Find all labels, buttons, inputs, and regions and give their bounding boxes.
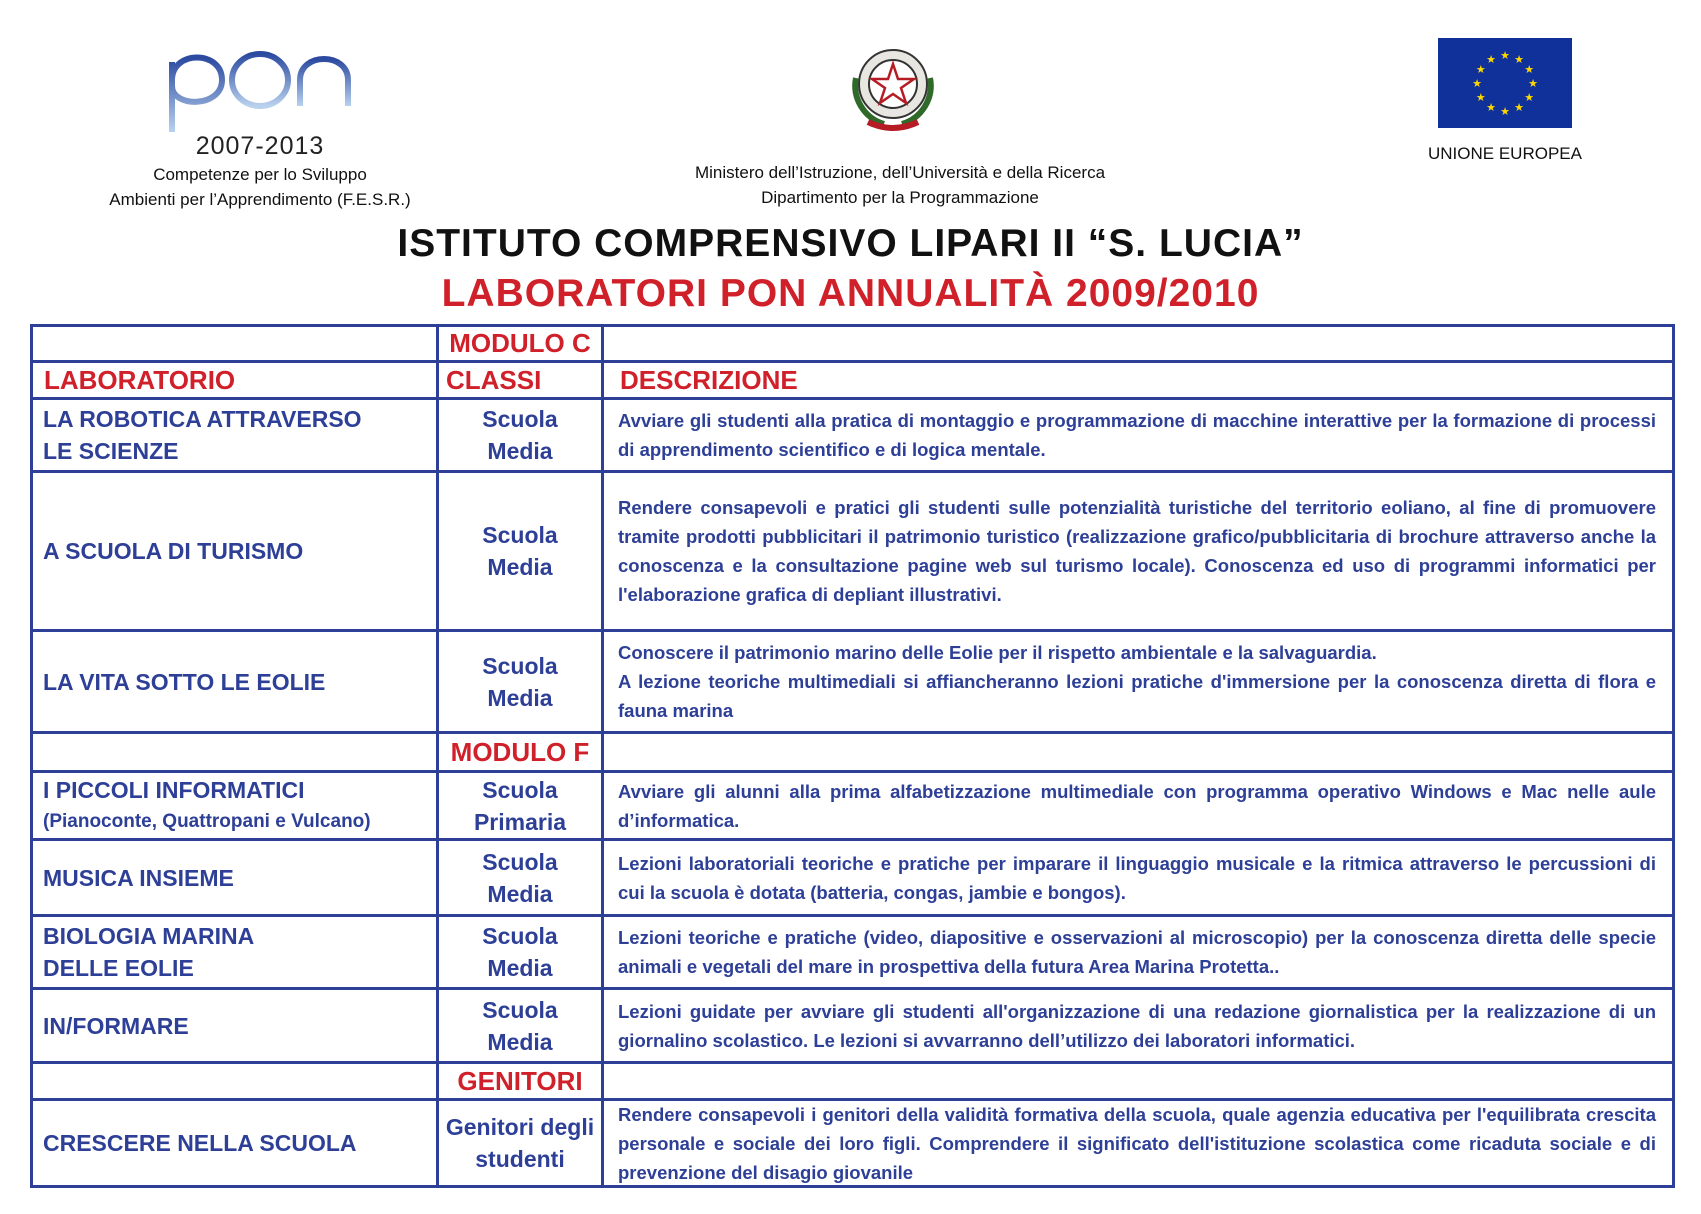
table-row-description (604, 990, 1672, 1061)
lab-name-line: DELLE EOLIE (43, 955, 194, 981)
class-line: Scuola (482, 406, 558, 432)
table-row-lab (33, 473, 436, 629)
labs-subtitle: LABORATORI PON ANNUALITÀ 2009/2010 (441, 272, 1260, 315)
class-line: Scuola (482, 776, 558, 803)
table-row-lab (33, 917, 436, 987)
school-title: ISTITUTO COMPRENSIVO LIPARI II “S. LUCIA” (397, 222, 1304, 265)
pon-logo-icon (160, 40, 360, 135)
table-row-class (439, 773, 601, 838)
eu-star-icon: ★ (1514, 102, 1524, 115)
table-row-description (604, 773, 1672, 838)
table-row-description (604, 473, 1672, 629)
table-row-class (439, 990, 601, 1061)
section-modulo-f: MODULO F (450, 736, 590, 767)
class-line: Scuola (482, 522, 558, 548)
table-row-description (604, 1101, 1672, 1185)
pon-line-1: Competenze per lo Sviluppo (153, 165, 367, 184)
table-row-description (604, 841, 1672, 914)
table-row-lab (33, 773, 436, 838)
table-row-class (439, 917, 601, 987)
description-text: Lezioni teoriche e pratiche (video, diapositive e osservazioni al microscopio) per la conoscenza diretta delle specie animali e vegetali del mare in prospettiva della futura Area Marina Protetta.. (618, 927, 1656, 977)
lab-name-line: LA VITA SOTTO LE EOLIE (43, 668, 326, 695)
column-header-laboratorio: LABORATORIO (44, 364, 236, 395)
eu-star-icon: ★ (1514, 53, 1524, 66)
lab-name-line: BIOLOGIA MARINA (43, 923, 255, 949)
class-line: Media (487, 1028, 553, 1055)
italian-emblem-icon (838, 38, 948, 138)
eu-star-icon: ★ (1524, 64, 1535, 76)
ministry-header (650, 38, 1150, 208)
column-header-classi: CLASSI (446, 364, 542, 395)
eu-star-icon: ★ (1475, 92, 1486, 104)
lab-name-line: LE SCIENZE (43, 438, 179, 464)
eu-label: UNIONE EUROPEA (1428, 144, 1582, 163)
table-row-description (604, 400, 1672, 470)
table-row-class (439, 1101, 601, 1185)
description-text: Lezioni guidate per avviare gli studenti all'organizzazione di una redazione giornalistica per la realizzazione di un giornalino scolastico. Le lezioni si avvarranno dell’utilizzo dei laboratori informatici. (618, 1000, 1656, 1051)
ministry-line-2: Dipartimento per la Programmazione (761, 188, 1039, 207)
description-text: Rendere consapevoli i genitori della validità formativa della scuola, quale agenzia educativa per l'equilibrata crescita personale e sociale dei loro figli. Comprendere il significato dell'istituzione scolastica come ricaduta sociale e di prevenzione del disagio giovanile (618, 1103, 1656, 1183)
class-line: Genitori degli (445, 1114, 595, 1140)
table-row-description (604, 917, 1672, 987)
lab-name-line: CRESCERE NELLA SCUOLA (43, 1130, 357, 1156)
class-line: Scuola (482, 848, 558, 875)
class-line: Scuola (482, 996, 558, 1023)
eu-logo (1420, 38, 1590, 178)
eu-star-icon: ★ (1524, 92, 1535, 104)
description-text: Avviare gli studenti alla pratica di montaggio e programmazione di macchine interattive per la formazione di processi di apprendimento scientifico e di logica mentale. (618, 410, 1656, 460)
labs-table (30, 324, 1675, 1188)
lab-name-line: LA ROBOTICA ATTRAVERSO (43, 406, 362, 432)
column-header-descrizione: DESCRIZIONE (620, 364, 798, 395)
class-line: Media (487, 880, 553, 907)
description-text: Rendere consapevoli e pratici gli studenti sulle potenzialità turistiche del territorio eoliano, al fine di promuovere tramite prodotti pubblicitari il patrimonio turistico (realizzazione grafico/pubblicitaria di brochure attraverso anche la conoscenza e la consultazione pagine web sul turismo locale). Conoscenza ed uso di programmi informatici per l'elaborazione grafica di depliant illustrativi. (618, 497, 1656, 605)
table-row-lab (33, 990, 436, 1061)
eu-star-icon: ★ (1486, 102, 1496, 115)
description-text: Avviare gli alunni alla prima alfabetizzazione multimediale con programma operativo Windows e Mac nelle aule d’informatica. (618, 780, 1656, 831)
pon-years: 2007-2013 (195, 132, 325, 160)
table-row-lab (33, 1101, 436, 1185)
eu-star-icon: ★ (1528, 78, 1538, 90)
section-genitori: GENITORI (457, 1065, 583, 1096)
ministry-line-1: Ministero dell’Istruzione, dell’Università e della Ricerca (694, 163, 1106, 182)
class-line: Media (487, 438, 553, 464)
class-line: Media (487, 554, 553, 580)
table-row-lab (33, 841, 436, 914)
class-line: Scuola (482, 652, 558, 679)
description-text: Conoscere il patrimonio marino delle Eolie per il rispetto ambientale e la salvaguardia. (618, 642, 1377, 663)
table-row-class (439, 632, 601, 731)
table-row-lab (33, 400, 436, 470)
class-line: Media (487, 955, 553, 981)
class-line: Media (487, 684, 553, 711)
eu-star-icon: ★ (1486, 53, 1496, 66)
pon-logo (80, 40, 440, 215)
eu-star-icon: ★ (1500, 106, 1510, 118)
lab-name-line: IN/FORMARE (43, 1012, 189, 1039)
lab-name-line: MUSICA INSIEME (43, 864, 234, 891)
class-line: studenti (475, 1146, 565, 1172)
class-line: Scuola (482, 923, 558, 949)
section-modulo-c: MODULO C (449, 328, 591, 358)
table-row-class (439, 400, 601, 470)
eu-flag-icon (1438, 38, 1572, 128)
table-row-class (439, 473, 601, 629)
class-line: Primaria (473, 808, 567, 835)
eu-star-icon: ★ (1475, 64, 1486, 76)
lab-name-subline: (Pianoconte, Quattropani e Vulcano) (43, 810, 371, 832)
description-text: A lezione teoriche multimediali si affiancheranno lezioni pratiche d'immersione per la conoscenza diretta di flora e fauna marina (618, 671, 1656, 721)
eu-star-icon: ★ (1500, 50, 1510, 62)
table-row-class (439, 841, 601, 914)
table-row-description (604, 632, 1672, 731)
lab-name-line: A SCUOLA DI TURISMO (43, 538, 304, 564)
lab-name-line: I PICCOLI INFORMATICI (43, 776, 305, 803)
eu-star-icon: ★ (1472, 78, 1482, 90)
description-text: Lezioni laboratoriali teoriche e pratiche per imparare il linguaggio musicale e la ritmica attraverso le percussioni di cui la scuola è dotata (batteria, congas, jambie e bongos). (618, 852, 1656, 903)
table-row-lab (33, 632, 436, 731)
pon-line-2: Ambienti per l’Apprendimento (F.E.S.R.) (109, 190, 411, 209)
